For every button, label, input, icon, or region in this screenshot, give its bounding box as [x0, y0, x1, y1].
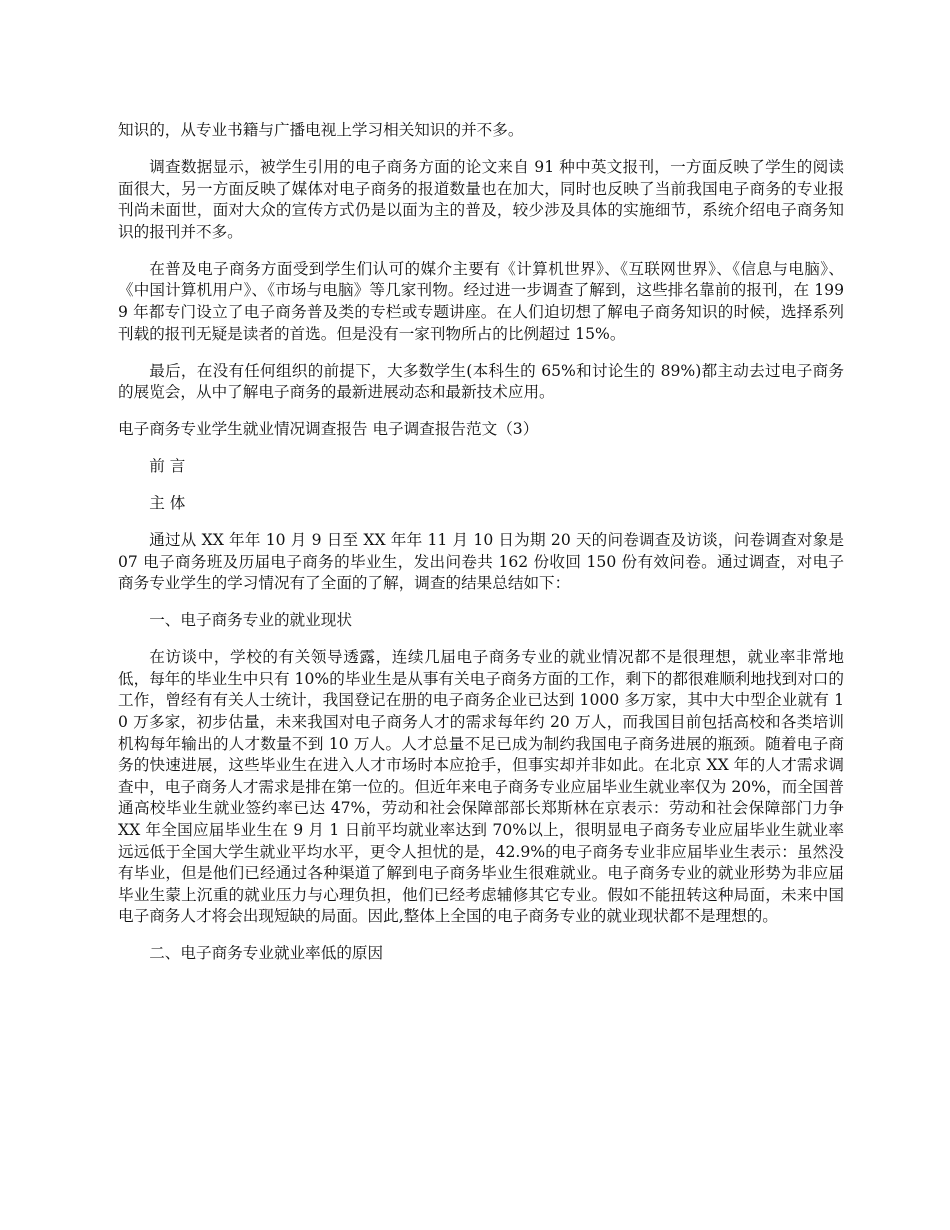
subheading-body: 主 体 [149, 494, 186, 513]
section-title: 电子商务专业学生就业情况调查报告 电子调查报告范文（3） [118, 420, 539, 439]
paragraph-survey-method: 通过从 XX 年年 10 月 9 日至 XX 年年 11 月 10 日为期 20 天的问卷调查及访谈，问卷调查对象是 07 电子商务班及历届电子商务的毕业生，发出问卷共 162 份收回 150 份有效问卷。通过调查，对电子商务专业学生的学习情况有了全面的了解，调查的结果总结如下： [118, 531, 844, 593]
subheading-preface: 前 言 [149, 457, 186, 476]
paragraph-continuation: 知识的，从专业书籍与广播电视上学习相关知识的并不多。 [118, 121, 524, 139]
subheading-low-employment-reasons: 二、电子商务专业就业率低的原因 [149, 944, 384, 963]
subheading-employment-status: 一、电子商务专业的就业现状 [149, 611, 352, 630]
paragraph-employment-status: 在访谈中，学校的有关领导透露，连续几届电子商务专业的就业情况都不是很理想，就业率非常地低，每年的毕业生中只有 10%的毕业生是从事有关电子商务方面的工作，剩下的都很难顺利地找到对口的工作，曾经有有关人士统计，我国登记在册的电子商务企业已达到 1000 多万家，其中大中型企业就有 10 万多家，初步估量，未来我国对电子商务人才的需求每年约 20 万人，而我国目前包括高校和各类培训机构每年输出的人才数量不到 10 万人。人才总量不足已成为制约我国电子商务进展的瓶颈。随着电子商务的快速进展，这些毕业生在进入人才市场时本应抢手，但事实却并非如此。在北京 XX 年的人才需求调查中，电子商务人才需求是排在第一位的。但近年来电子商务专业应届毕业生就业率仅为 20%，而全国普通高校毕业生就业签约率已达 47%，劳动和社会保障部部长郑斯林在京表示：劳动和社会保障部门力争 XX 年全国应届毕业生在 9 月 1 日前平均就业率达到 70%以上，很明显电子商务专业应届毕业生就业率远远低于全国大学生就业平均水平，更令人担忧的是，42.9%的电子商务专业非应届毕业生表示：虽然没有毕业，但是他们已经通过各种渠道了解到电子商务毕业生很难就业。电子商务专业的就业形势为非应届毕业生蒙上沉重的就业压力与心理负担，他们已经考虑辅修其它专业。假如不能扭转这种局面，未来中国电子商务人才将会出现短缺的局面。因此,整体上全国的电子商务专业的就业现状都不是理想的。 [118, 648, 844, 926]
paragraph-exhibition: 最后，在没有任何组织的前提下，大多数学生(本科生的 65%和讨论生的 89%)都主动去过电子商务的展览会，从中了解电子商务的最新进展动态和最新技术应用。 [118, 361, 844, 402]
document-page [118, 120, 844, 980]
paragraph-survey-data: 调查数据显示，被学生引用的电子商务方面的论文来自 91 种中英文报刊，一方面反映了学生的阅读面很大，另一方面反映了媒体对电子商务的报道数量也在加大，同时也反映了当前我国电子商务的专业报刊尚未面世，面对大众的宣传方式仍是以面为主的普及，较少涉及具体的实施细节，系统介绍电子商务知识的报刊并不多。 [118, 157, 844, 241]
paragraph-media: 在普及电子商务方面受到学生们认可的媒介主要有《计算机世界》、《互联网世界》、《信息与电脑》、《中国计算机用户》、《市场与电脑》等几家刊物。经过进一步调查了解到，这些排名靠前的报刊，在 1999 年都专门设立了电子商务普及类的专栏或专题讲座。在人们迫切想了解电子商务知识的时候，选择系列刊载的报刊无疑是读者的首选。但是没有一家刊物所占的比例超过 15%。 [118, 259, 844, 343]
